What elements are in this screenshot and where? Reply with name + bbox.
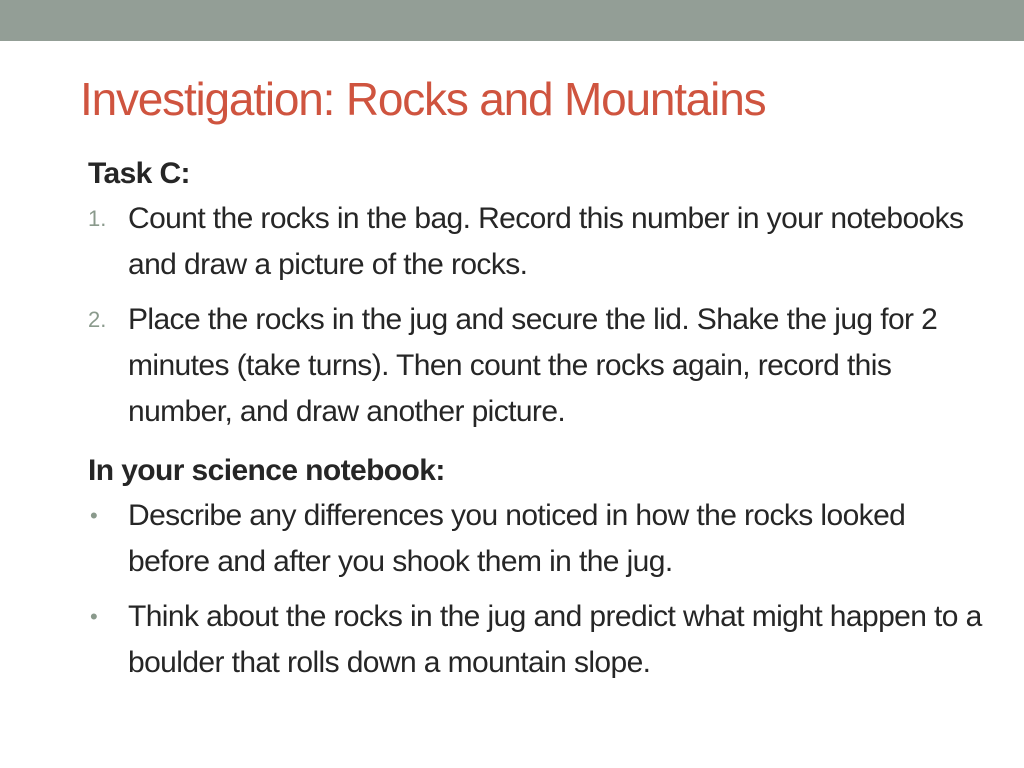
- step-number: 1.: [88, 206, 107, 231]
- notebook-items-list: [88, 493, 988, 686]
- slide-title: Investigation: Rocks and Mountains: [80, 73, 766, 125]
- notebook-item-text: Describe any differences you noticed in how the rocks looked before and after you shook them in the jug.: [128, 499, 906, 578]
- notebook-item: [88, 594, 988, 686]
- step-text: Place the rocks in the jug and secure the lid. Shake the jug for 2 minutes (take turns). Then count the rocks again, record this number, and draw another picture.: [128, 303, 938, 428]
- notebook-heading: In your science notebook:: [88, 454, 445, 487]
- task-step: [88, 297, 988, 435]
- notebook-item-text: Think about the rocks in the jug and predict what might happen to a boulder that rolls down a mountain slope.: [128, 600, 982, 679]
- task-heading: Task C:: [88, 157, 190, 190]
- bullet-icon: •: [90, 604, 98, 629]
- step-text: Count the rocks in the bag. Record this number in your notebooks and draw a picture of the rocks.: [128, 202, 964, 281]
- step-number: 2.: [88, 307, 107, 332]
- notebook-item: [88, 493, 988, 585]
- top-band: [0, 0, 1024, 41]
- task-steps-list: [88, 196, 988, 435]
- bullet-icon: •: [90, 503, 98, 528]
- slide-body: [88, 152, 988, 686]
- task-step: [88, 196, 988, 288]
